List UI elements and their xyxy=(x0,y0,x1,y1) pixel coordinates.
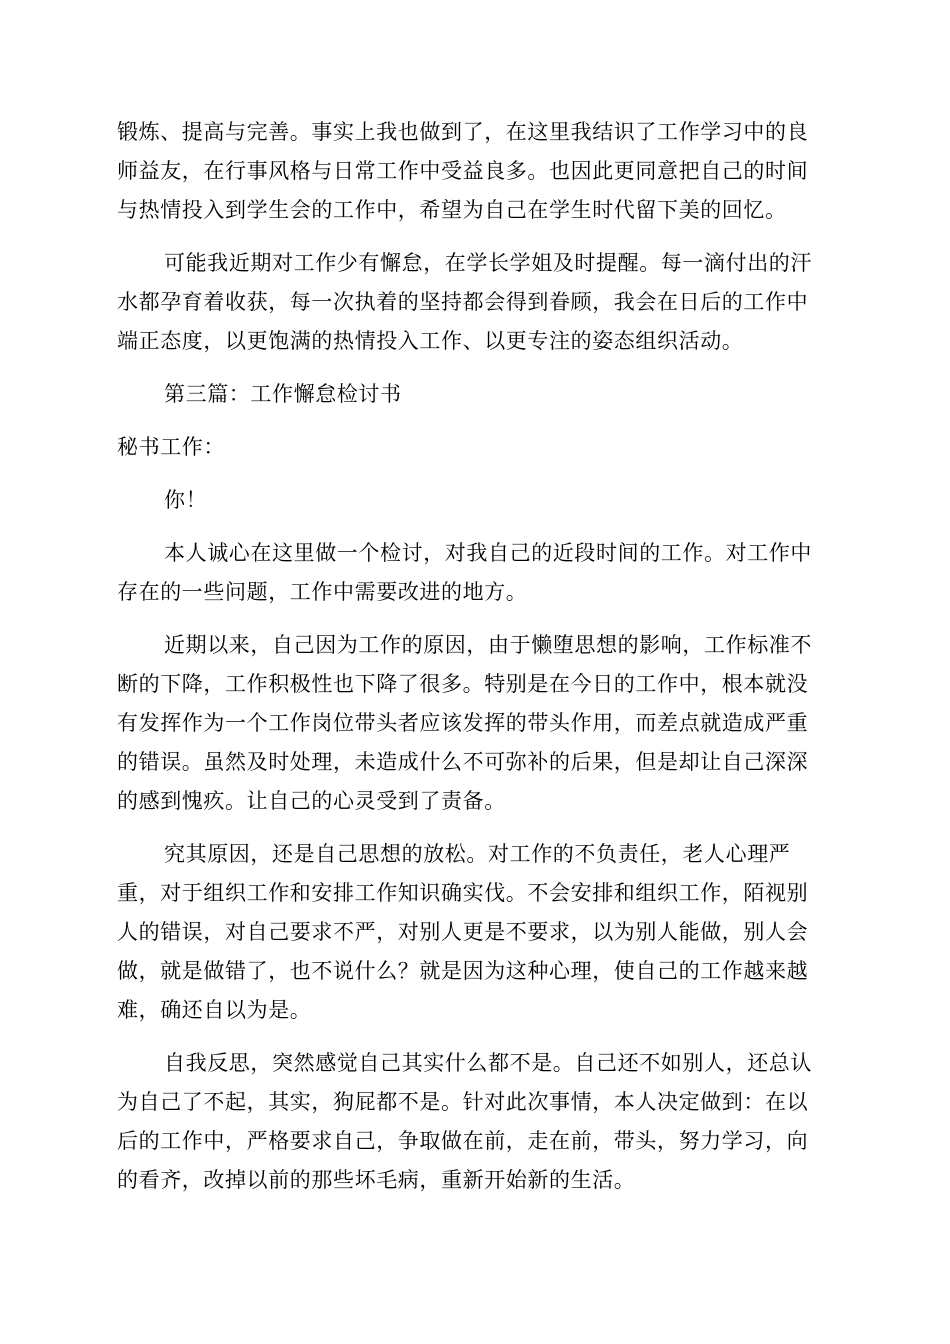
text-line: 的错误。虽然及时处理，未造成什么不可弥补的后果，但是却让自己深深 xyxy=(117,750,809,774)
text-line: 人的错误，对自己要求不严，对别人更是不要求，以为别人能做，别人会 xyxy=(117,920,809,944)
paragraph-gap xyxy=(117,361,835,375)
section-title: 第三篇：工作懈怠检讨书 xyxy=(164,382,402,406)
paragraph-gap xyxy=(117,821,835,835)
text-line: 可能我近期对工作少有懈怠，在学长学姐及时提醒。每一滴付出的汗 xyxy=(164,251,812,275)
paragraph-gap xyxy=(117,612,835,626)
text-line: 的看齐，改掉以前的那些坏毛病，重新开始新的生活。 xyxy=(117,1168,636,1192)
text-line: 师益友，在行事风格与日常工作中受益良多。也因此更同意把自己的时间 xyxy=(117,159,809,183)
text-line: 锻炼、提高与完善。事实上我也做到了，在这里我结识了工作学习中的良 xyxy=(117,120,809,144)
paragraph xyxy=(117,835,835,1030)
section-heading xyxy=(117,375,835,414)
salutation xyxy=(117,428,835,467)
greeting-text: 你！ xyxy=(164,488,208,512)
text-line: 为自己了不起，其实，狗屁都不是。针对此次事情，本人决定做到：在以 xyxy=(117,1090,809,1114)
paragraph-gap xyxy=(117,1030,835,1044)
text-line: 后的工作中，严格要求自己，争取做在前，走在前，带头，努力学习，向 xyxy=(117,1129,809,1153)
paragraph-gap xyxy=(117,467,835,481)
text-line: 难，确还自以为是。 xyxy=(117,998,312,1022)
text-line: 做，就是做错了，也不说什么？就是因为这种心理，使自己的工作越来越 xyxy=(117,959,809,983)
paragraph xyxy=(117,534,835,612)
paragraph xyxy=(117,113,835,230)
text-line: 端正态度，以更饱满的热情投入工作、以更专注的姿态组织活动。 xyxy=(117,329,744,353)
text-line: 的感到愧疚。让自己的心灵受到了责备。 xyxy=(117,789,506,813)
text-line: 水都孕育着收获，每一次执着的坚持都会得到眷顾，我会在日后的工作中 xyxy=(117,290,809,314)
paragraph-gap xyxy=(117,230,835,244)
text-line: 与热情投入到学生会的工作中，希望为自己在学生时代留下美的回忆。 xyxy=(117,198,787,222)
text-line: 断的下降，工作积极性也下降了很多。特别是在今日的工作中，根本就没 xyxy=(117,672,809,696)
text-line: 存在的一些问题，工作中需要改进的地方。 xyxy=(117,580,528,604)
paragraph xyxy=(117,244,835,361)
text-line: 近期以来，自己因为工作的原因，由于懒堕思想的影响，工作标准不 xyxy=(164,633,812,657)
paragraph-gap xyxy=(117,520,835,534)
text-line: 本人诚心在这里做一个检讨，对我自己的近段时间的工作。对工作中 xyxy=(164,541,812,565)
text-line: 重，对于组织工作和安排工作知识确实伐。不会安排和组织工作，陌视别 xyxy=(117,881,809,905)
document-body xyxy=(117,113,835,1200)
salutation-text: 秘书工作： xyxy=(117,435,225,459)
text-line: 自我反思，突然感觉自己其实什么都不是。自己还不如别人，还总认 xyxy=(164,1051,812,1075)
paragraph-gap xyxy=(117,414,835,428)
greeting xyxy=(117,481,835,520)
text-line: 有发挥作为一个工作岗位带头者应该发挥的带头作用，而差点就造成严重 xyxy=(117,711,809,735)
paragraph xyxy=(117,626,835,821)
text-line: 究其原因，还是自己思想的放松。对工作的不负责任，老人心理严 xyxy=(164,842,791,866)
paragraph xyxy=(117,1044,835,1200)
